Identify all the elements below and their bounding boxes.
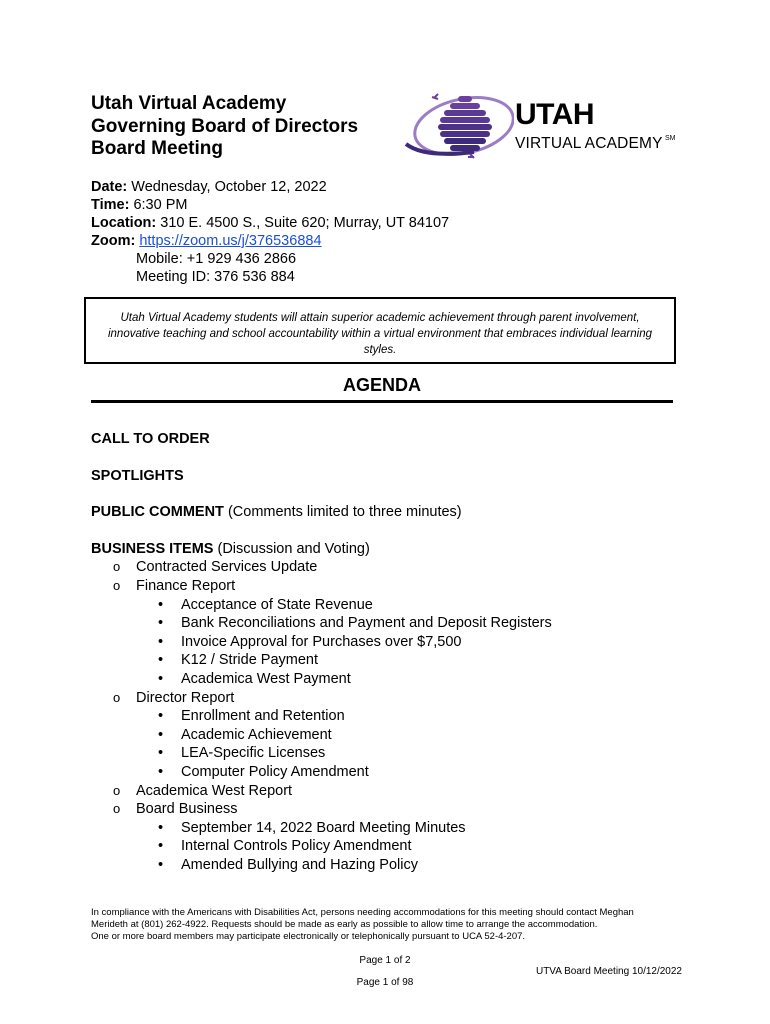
time-value: 6:30 PM <box>129 197 188 213</box>
bullet-icon: • <box>158 819 164 836</box>
zoom-link[interactable]: https://zoom.us/j/376536884 <box>139 233 322 249</box>
public-comment-note: (Comments limited to three minutes) <box>223 504 462 521</box>
agenda-subitem-label: K12 / Stride Payment <box>181 652 319 669</box>
hollow-bullet-icon: o <box>113 689 121 705</box>
agenda-subitem <box>91 596 552 615</box>
mobile-number: Mobile: +1 929 436 2866 <box>136 251 297 267</box>
agenda-item <box>91 800 552 819</box>
agenda-subitem <box>91 726 552 745</box>
agenda-subitem <box>91 633 552 652</box>
zoom-row <box>91 232 449 250</box>
section-call-to-order <box>91 430 552 449</box>
logo-text-virtual-academy: VIRTUAL ACADEMY <box>515 135 663 152</box>
hollow-bullet-icon: o <box>113 782 121 798</box>
date-value: Wednesday, October 12, 2022 <box>127 179 327 195</box>
bullet-icon: • <box>158 856 164 873</box>
agenda-item <box>91 558 552 577</box>
agenda-subitem <box>91 614 552 633</box>
agenda-item-label: Academica West Report <box>136 782 293 799</box>
agenda-subitem <box>91 744 552 763</box>
call-to-order-label: CALL TO ORDER <box>91 431 210 447</box>
agenda-subitem <box>91 856 552 875</box>
section-public-comment <box>91 503 552 522</box>
agenda-item <box>91 782 552 801</box>
bullet-icon: • <box>158 763 164 780</box>
agenda-subitem <box>91 819 552 838</box>
section-spotlights <box>91 467 552 486</box>
spacer <box>91 449 552 467</box>
page-number-outer: Page 1 of 98 <box>356 977 414 988</box>
beehive-logo-icon <box>404 92 514 164</box>
spacer <box>91 522 552 540</box>
logo-service-mark: SM <box>665 135 676 142</box>
agenda-subitem-label: Acceptance of State Revenue <box>181 596 373 613</box>
agenda-subitem-label: September 14, 2022 Board Meeting Minutes <box>181 819 466 836</box>
title-line-org: Utah Virtual Academy <box>91 93 287 114</box>
agenda-subitem-label: Computer Policy Amendment <box>181 763 369 780</box>
section-business-items <box>91 540 552 559</box>
agenda-list <box>91 430 552 874</box>
bullet-icon: • <box>158 670 164 687</box>
title-line-board: Governing Board of Directors <box>91 115 359 137</box>
spotlights-label: SPOTLIGHTS <box>91 467 184 484</box>
bullet-icon: • <box>158 745 164 762</box>
zoom-label: Zoom: <box>91 233 136 249</box>
utah-virtual-academy-logo <box>404 92 684 164</box>
agenda-subitem <box>91 763 552 782</box>
hollow-bullet-icon: o <box>113 801 121 817</box>
bullet-icon: • <box>158 633 164 650</box>
agenda-subitem-label: Academica West Payment <box>181 670 351 687</box>
hollow-bullet-icon: o <box>113 577 121 593</box>
location-value: 310 E. 4500 S., Suite 620; Murray, UT 84107 <box>156 215 450 231</box>
date-label: Date: <box>91 179 128 195</box>
bullet-icon: • <box>158 726 164 743</box>
agenda-subitem-label: LEA-Specific Licenses <box>181 745 326 762</box>
ada-notice-line: In compliance with the Americans with Disabilities Act, persons needing accommodations for this meeting should contact Meghan <box>91 907 634 918</box>
ada-notice <box>91 907 681 943</box>
agenda-item <box>91 689 552 708</box>
agenda-heading: AGENDA <box>342 375 421 395</box>
location-label: Location: <box>91 215 157 231</box>
bullet-icon: • <box>158 596 164 613</box>
agenda-subitem-label: Internal Controls Policy Amendment <box>181 838 412 855</box>
agenda-item-label: Contracted Services Update <box>136 559 318 576</box>
agenda-item-label: Finance Report <box>136 577 236 594</box>
location-row <box>91 214 449 232</box>
bullet-icon: • <box>158 615 164 632</box>
meeting-title <box>91 93 358 161</box>
agenda-subitem-label: Bank Reconciliations and Payment and Deposit Registers <box>181 615 552 632</box>
bullet-icon: • <box>158 838 164 855</box>
logo-text-utah: UTAH <box>515 98 595 131</box>
ada-notice-line: One or more board members may participate electronically or telephonically pursuant to UCA 52-4-207. <box>91 931 526 942</box>
agenda-item-label: Director Report <box>136 689 235 706</box>
ada-notice-line: Merideth at (801) 262-4922. Requests should be made as early as possible to allow time to arrange the accommodation. <box>91 919 598 930</box>
spacer <box>91 485 552 503</box>
agenda-subitem-label: Amended Bullying and Hazing Policy <box>181 856 418 873</box>
meeting-id: Meeting ID: 376 536 884 <box>136 269 295 285</box>
mission-statement: Utah Virtual Academy students will attain superior academic achievement through parent involvement, innovative teaching and school accountability within a virtual environment that embraces individual learning styles. <box>107 312 652 356</box>
mission-statement-box <box>84 297 676 364</box>
agenda-subitem <box>91 651 552 670</box>
agenda-subitem <box>91 707 552 726</box>
agenda-subitem-label: Enrollment and Retention <box>181 708 345 725</box>
title-line-meeting: Board Meeting <box>91 138 223 159</box>
document-footer-label: UTVA Board Meeting 10/12/2022 <box>535 966 682 977</box>
hollow-bullet-icon: o <box>113 559 121 575</box>
agenda-subitem-label: Invoice Approval for Purchases over $7,500 <box>181 633 462 650</box>
agenda-divider <box>91 400 673 403</box>
agenda-subitem-label: Academic Achievement <box>181 726 332 743</box>
time-label: Time: <box>91 197 130 213</box>
agenda-item <box>91 577 552 596</box>
bullet-icon: • <box>158 652 164 669</box>
business-items-note: (Discussion and Voting) <box>213 540 370 557</box>
agenda-subitem <box>91 670 552 689</box>
meeting-details <box>91 178 449 286</box>
public-comment-label: PUBLIC COMMENT <box>91 504 224 521</box>
agenda-subitem <box>91 837 552 856</box>
page-number-inner: Page 1 of 2 <box>359 955 411 966</box>
time-row <box>91 196 449 214</box>
date-row <box>91 178 449 196</box>
bullet-icon: • <box>158 708 164 725</box>
business-items-label: BUSINESS ITEMS <box>91 540 214 557</box>
agenda-item-label: Board Business <box>136 801 238 818</box>
